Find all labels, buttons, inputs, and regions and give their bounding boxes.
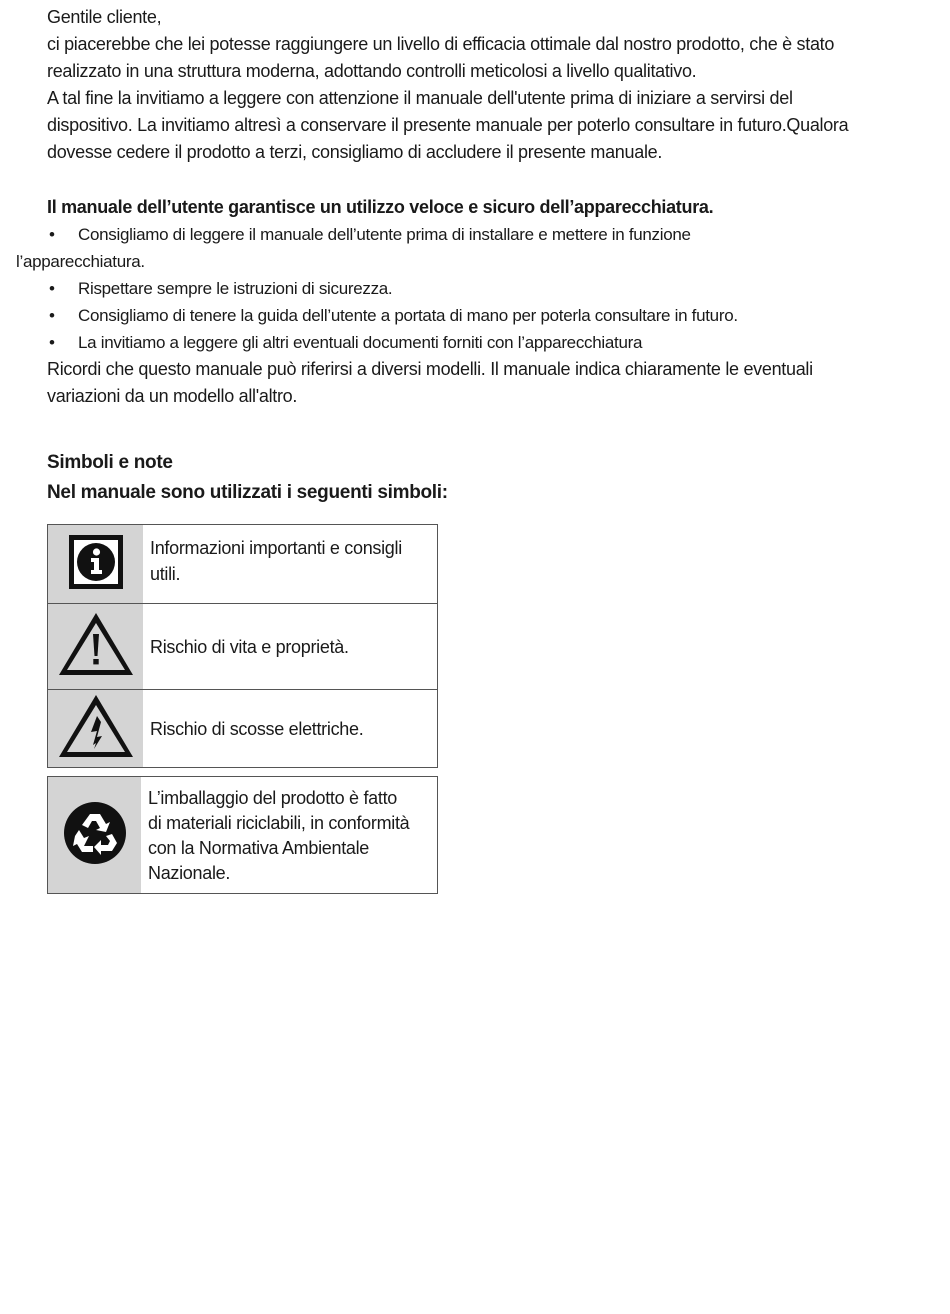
info-text-line2: utili. bbox=[150, 564, 181, 584]
models-note-line2: variazioni da un modello all'altro. bbox=[47, 386, 298, 406]
bullet-icon: • bbox=[49, 279, 55, 298]
warning-icon bbox=[57, 610, 135, 683]
bullet-icon: • bbox=[49, 333, 55, 352]
bullet-icon: • bbox=[49, 225, 55, 244]
info-icon bbox=[68, 534, 124, 595]
list-item bbox=[47, 302, 907, 329]
recycle-table bbox=[47, 776, 438, 894]
document-page bbox=[16, 4, 907, 508]
recycle-line2: di materiali riciclabili, in conformità bbox=[148, 813, 410, 833]
symbol-description: Rischio di vita e proprietà. bbox=[150, 636, 349, 657]
bullet-text: Consigliamo di tenere la guida dell’utente a portata di mano per poterla consultare in futuro. bbox=[78, 306, 738, 325]
intro-p1-line2: realizzato in una struttura moderna, adottando controlli meticolosi a livello qualitativo. bbox=[47, 61, 697, 81]
greeting: Gentile cliente, bbox=[47, 7, 162, 27]
symbol-row-warning bbox=[48, 604, 437, 690]
list-item bbox=[16, 221, 907, 275]
symbol-icon-cell bbox=[48, 525, 143, 603]
bullet-text: Rispettare sempre le istruzioni di sicurezza. bbox=[78, 279, 393, 298]
recycle-icon bbox=[63, 801, 127, 870]
symbol-row-electric bbox=[48, 690, 437, 767]
list-item bbox=[47, 275, 907, 302]
symbol-description: Rischio di scosse elettriche. bbox=[150, 718, 364, 739]
symbol-row-info bbox=[48, 525, 437, 604]
spacer bbox=[47, 410, 907, 448]
models-note bbox=[47, 356, 907, 410]
info-text-line1: Informazioni importanti e consigli bbox=[150, 538, 402, 558]
bullet-text: La invitiamo a leggere gli altri eventuali documenti forniti con l’apparecchiatura bbox=[78, 333, 643, 352]
recycle-line1: L’imballaggio del prodotto è fatto bbox=[148, 788, 397, 808]
spacer bbox=[47, 166, 907, 194]
intro-p1-line1: ci piacerebbe che lei potesse raggiungere un livello di efficacia ottimale dal nostro prodotto, che è stato bbox=[47, 34, 835, 54]
symbols-table bbox=[47, 524, 438, 768]
symbols-subtitle: Nel manuale sono utilizzati i seguenti simboli: bbox=[47, 482, 448, 503]
bullet-text-cont: l’apparecchiatura. bbox=[16, 252, 145, 271]
manual-bullet-list bbox=[16, 221, 907, 356]
bullet-icon: • bbox=[49, 306, 55, 325]
electric-shock-icon bbox=[57, 692, 135, 765]
list-item bbox=[47, 329, 907, 356]
symbol-row-recycle bbox=[48, 777, 437, 893]
manual-heading: Il manuale dell’utente garantisce un utilizzo veloce e sicuro dell’apparecchiatura. bbox=[47, 197, 714, 217]
intro-paragraph-2 bbox=[47, 85, 907, 166]
recycle-line4: Nazionale. bbox=[148, 863, 231, 883]
bullet-text: Consigliamo di leggere il manuale dell’utente prima di installare e mettere in funzione bbox=[78, 225, 691, 244]
models-note-line1: Ricordi che questo manuale può riferirsi a diversi modelli. Il manuale indica chiaramente le eventuali bbox=[47, 359, 813, 379]
intro-p2-line2: dispositivo. La invitiamo altresì a conservare il presente manuale per poterlo consultare in futuro.Qualora bbox=[47, 115, 849, 135]
symbol-description bbox=[141, 777, 437, 893]
intro-p2-line3: dovesse cedere il prodotto a terzi, consigliamo di accludere il presente manuale. bbox=[47, 142, 663, 162]
symbols-title: Simboli e note bbox=[47, 452, 173, 473]
symbol-icon-cell bbox=[48, 604, 143, 689]
symbol-description bbox=[143, 525, 437, 603]
recycle-line3: con la Normativa Ambientale bbox=[148, 838, 370, 858]
symbol-icon-cell bbox=[48, 690, 143, 767]
symbol-icon-cell bbox=[48, 777, 141, 893]
intro-p2-line1: A tal fine la invitiamo a leggere con attenzione il manuale dell'utente prima di iniziare a servirsi del bbox=[47, 88, 793, 108]
intro-paragraph-1 bbox=[47, 31, 907, 85]
